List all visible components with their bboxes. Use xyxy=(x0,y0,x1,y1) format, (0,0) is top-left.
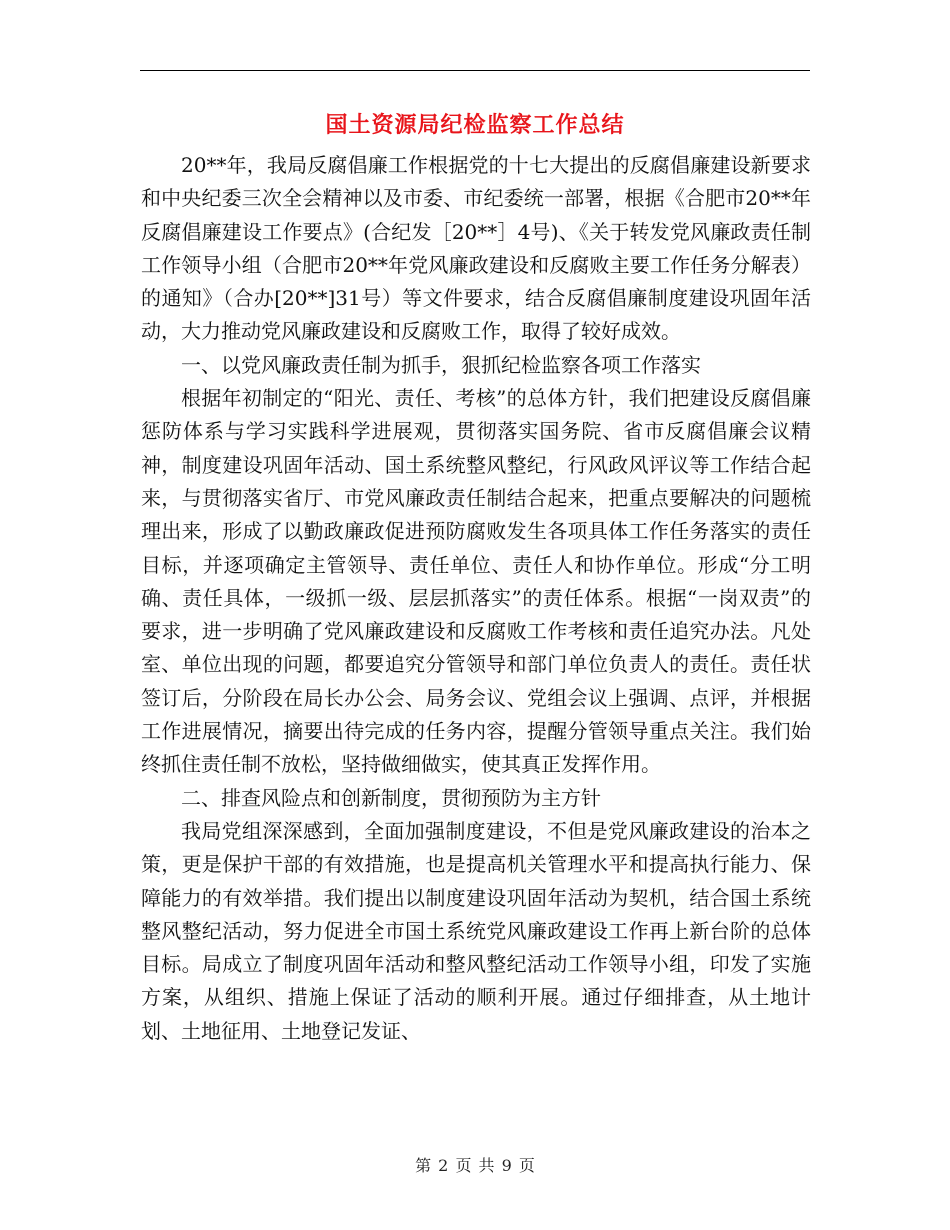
paragraph-section-2: 我局党组深深感到，全面加强制度建设，不但是党风廉政建设的治本之策，更是保护干部的有效措施，也是提高机关管理水平和提高执行能力、保障能力的有效举措。我们提出以制度建设巩固年活动为契机，结合国土系统整风整纪活动，努力促进全市国土系统党风廉政建设工作再上新台阶的总体目标。局成立了制度巩固年活动和整风整纪活动工作领导小组，印发了实施方案，从组织、措施上保证了活动的顺利开展。通过仔细排查，从土地计划、土地征用、土地登记发证、 xyxy=(141,818,811,1043)
section-heading-2: 二、排查风险点和创新制度，贯彻预防为主方针 xyxy=(181,785,601,810)
page-number-footer: 第 2 页 共 9 页 xyxy=(415,1156,535,1175)
paragraph-section-1: 根据年初制定的“阳光、责任、考核”的总体方针，我们把建设反腐倡廉惩防体系与学习实践科学进展观，贯彻落实国务院、省市反腐倡廉会议精神，制度建设巩固年活动、国土系统整风整纪，行风政风评议等工作结合起来，与贯彻落实省厅、市党风廉政责任制结合起来，把重点要解决的问题梳理出来，形成了以勤政廉政促进预防腐败发生各项具体工作任务落实的责任目标，并逐项确定主管领导、责任单位、责任人和协作单位。形成“分工明确、责任具体，一级抓一级、层层抓落实”的责任体系。根据“一岗双责”的要求，进一步明确了党风廉政建设和反腐败工作考核和责任追究办法。凡处室、单位出现的问题，都要追究分管领导和部门单位负责人的责任。责任状签订后，分阶段在局长办公会、局务会议、党组会议上强调、点评，并根据工作进展情况，摘要出待完成的任务内容，提醒分管领导重点关注。我们始终抓住责任制不放松，坚持做细做实，使其真正发挥作用。 xyxy=(141,386,811,777)
document-title: 国土资源局纪检监察工作总结 xyxy=(325,113,625,138)
paragraph-intro: 20**年，我局反腐倡廉工作根据党的十七大提出的反腐倡廉建设新要求和中央纪委三次全会精神以及市委、市纪委统一部署，根据《合肥市20**年反腐倡廉建设工作要点》(合纪发［20**］4号)、《关于转发党风廉政责任制工作领导小组（合肥市20**年党风廉政建设和反腐败主要工作任务分解表）的通知》（合办[20**]31号）等文件要求，结合反腐倡廉制度建设巩固年活动，大力推动党风廉政建设和反腐败工作，取得了较好成效。 xyxy=(141,153,811,344)
header-rule xyxy=(140,70,810,71)
document-body xyxy=(141,149,811,1048)
section-heading-1: 一、以党风廉政责任制为抓手，狠抓纪检监察各项工作落实 xyxy=(181,352,701,377)
